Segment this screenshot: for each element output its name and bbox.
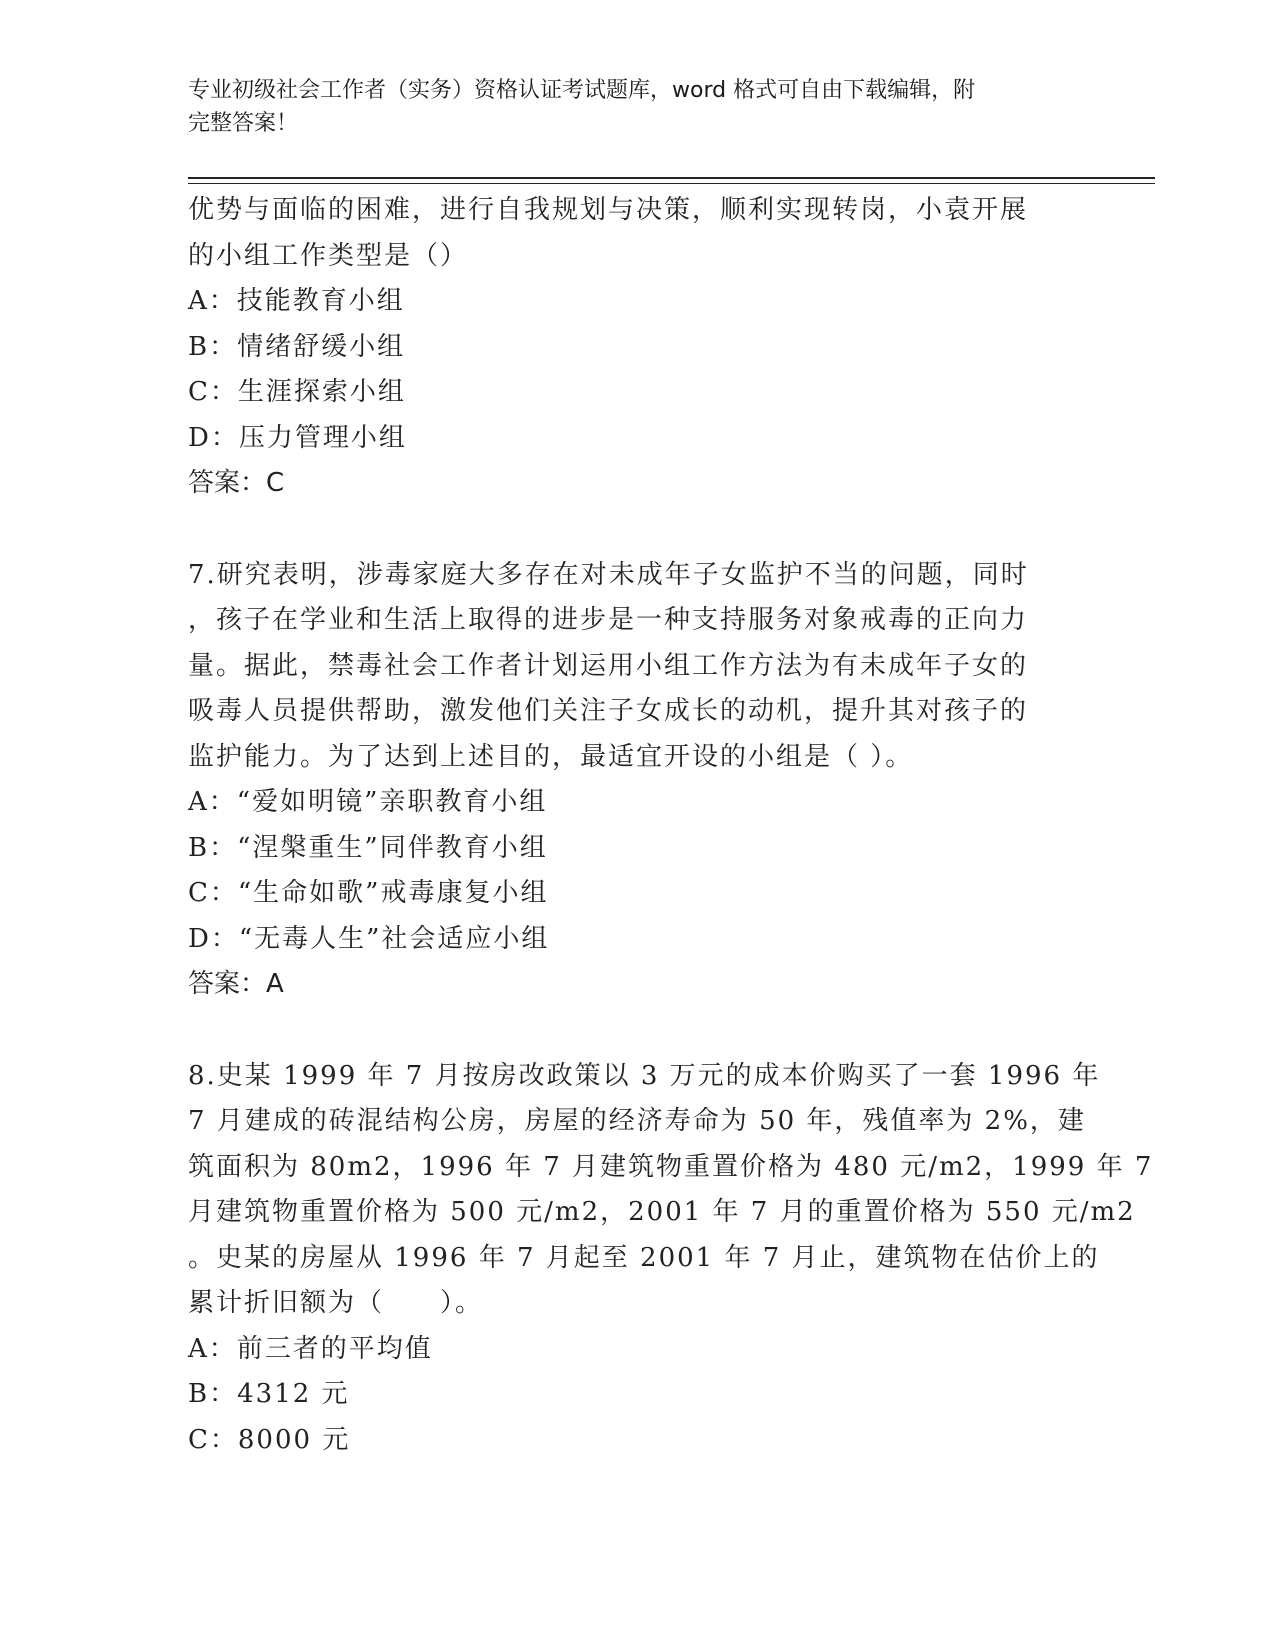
option-d: D：“无毒人生”社会适应小组 (188, 923, 550, 954)
spacer (188, 507, 1088, 553)
question-stem-line: 月建筑物重置价格为 500 元/m2，2001 年 7 月的重置价格为 550 元/m2 (188, 1197, 1136, 1227)
question-stem-line: 累计折旧额为（ ）。 (188, 1288, 484, 1318)
header-divider-thin (188, 183, 1155, 184)
option-c: C：8000 元 (188, 1424, 351, 1455)
header-line-2: 完整答案！ (188, 111, 299, 136)
question-stem-line: 吸毒人员提供帮助，激发他们关注子女成长的动机，提升其对孩子的 (188, 696, 1029, 726)
spacer (188, 1008, 1088, 1054)
question-6-tail (188, 188, 1088, 507)
option-b: B：“涅槃重生”同伴教育小组 (188, 832, 548, 863)
question-stem-line: ，孩子在学业和生活上取得的进步是一种支持服务对象戒毒的正向力 (188, 605, 1029, 635)
question-content (188, 188, 1154, 1463)
option-a: A：技能教育小组 (188, 286, 405, 316)
question-stem-line: 的小组工作类型是（） (188, 240, 469, 271)
header-line-1: 专业初级社会工作者（实务）资格认证考试题库，word 格式可自由下载编辑，附 (188, 78, 976, 103)
question-stem-line: 8.史某 1999 年 7 月按房改政策以 3 万元的成本价购买了一套 1996 年 (188, 1060, 1101, 1091)
option-d: D：压力管理小组 (188, 422, 407, 453)
header-divider-thick (188, 177, 1155, 179)
question-stem-line: 7 月建成的砖混结构公房，房屋的经济寿命为 50 年，残值率为 2%，建 (188, 1106, 1086, 1136)
answer-label: 答案：C (188, 468, 285, 498)
question-stem-line: 。史某的房屋从 1996 年 7 月起至 2001 年 7 月止，建筑物在估价上的 (188, 1242, 1100, 1273)
option-c: C：生涯探索小组 (188, 377, 406, 407)
question-stem-line: 监护能力。为了达到上述目的，最适宜开设的小组是（ ）。 (188, 741, 914, 772)
document-header (188, 74, 1088, 140)
option-a: A：“爱如明镜”亲职教育小组 (188, 787, 548, 817)
option-c: C：“生命如歌”戒毒康复小组 (188, 878, 549, 908)
question-stem-line: 优势与面临的困难，进行自我规划与决策，顺利实现转岗，小袁开展 (188, 195, 1029, 225)
question-8 (188, 1054, 1154, 1464)
question-stem-line: 筑面积为 80m2，1996 年 7 月建筑物重置价格为 480 元/m2，1999 年 7 (188, 1151, 1154, 1182)
answer-label: 答案：A (188, 969, 284, 999)
option-b: B：4312 元 (188, 1379, 350, 1409)
option-b: B：情绪舒缓小组 (188, 331, 406, 362)
question-stem-line: 7.研究表明，涉毒家庭大多存在对未成年子女监护不当的问题，同时 (188, 559, 1029, 590)
question-stem-line: 量。据此，禁毒社会工作者计划运用小组工作方法为有未成年子女的 (188, 650, 1029, 681)
option-a: A：前三者的平均值 (188, 1333, 433, 1364)
question-7 (188, 553, 1088, 1008)
